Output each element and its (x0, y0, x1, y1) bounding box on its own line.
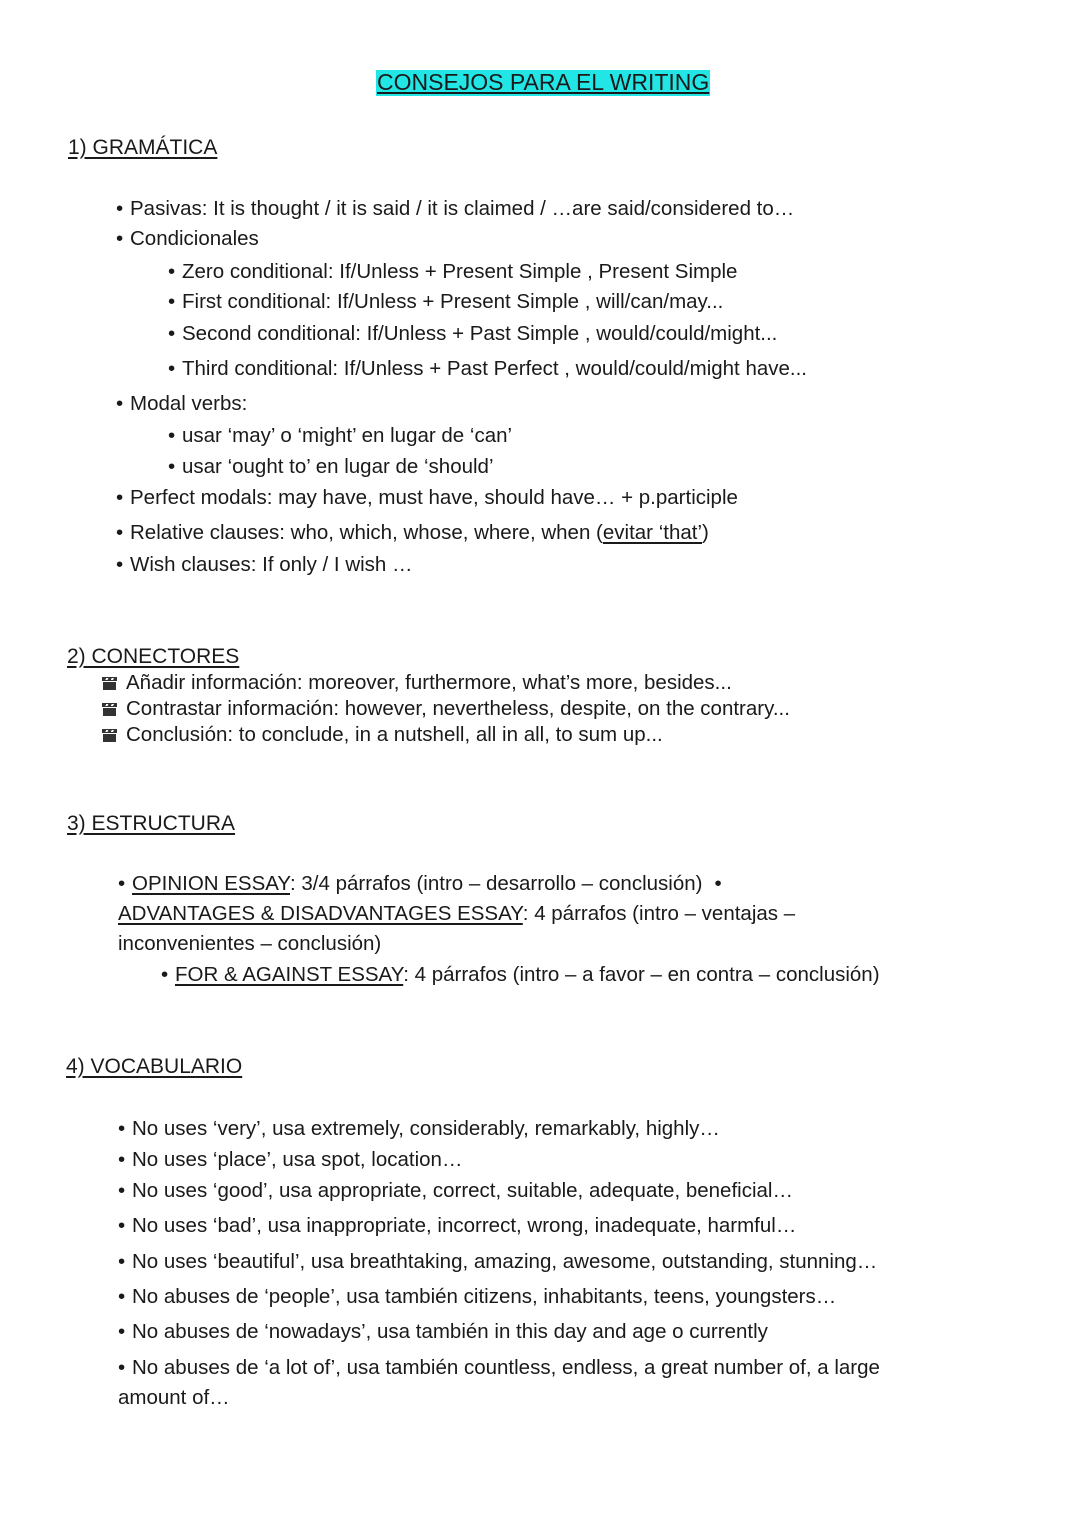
list-item-modal-may (168, 426, 512, 447)
list-item-text: Second conditional: If/Unless + Past Simple , would/could/might... (182, 322, 778, 345)
essay-type-label: FOR & AGAINST ESSAY (175, 963, 404, 986)
list-item-text-end: ) (702, 521, 709, 544)
list-item-pasivas (116, 199, 794, 220)
bullet-icon: • (168, 455, 176, 478)
bullet-icon: • (161, 963, 169, 986)
list-item-text: Perfect modals: may have, must have, should have… + p.participle (130, 486, 738, 509)
section-heading-conectores: 2) CONECTORES (67, 645, 240, 668)
list-item-good (118, 1181, 793, 1202)
list-item-text: No uses ‘place’, usa spot, location… (132, 1148, 463, 1171)
list-item-a-lot-of-cont: amount of… (118, 1386, 230, 1409)
bullet-icon: • (116, 553, 124, 576)
list-item-text: No uses ‘bad’, usa inappropriate, incorrect, wrong, inadequate, harmful… (132, 1214, 797, 1237)
bullet-icon: • (714, 872, 722, 895)
list-item-zero-conditional (168, 262, 737, 283)
list-item-second-conditional (168, 324, 777, 345)
list-item-nowadays (118, 1322, 768, 1343)
list-item-text: No uses ‘very’, usa extremely, considerably, remarkably, highly… (132, 1117, 720, 1140)
essay-type-label: ADVANTAGES & DISADVANTAGES ESSAY (118, 902, 523, 925)
list-item-text: Condicionales (130, 227, 259, 250)
list-item-text: Modal verbs: (130, 392, 248, 415)
essay-type-label: OPINION ESSAY (132, 872, 290, 895)
list-item-text: No uses ‘beautiful’, usa breathtaking, amazing, awesome, outstanding, stunning… (132, 1250, 878, 1273)
bullet-icon: • (168, 357, 176, 380)
bullet-icon: • (116, 486, 124, 509)
section-heading-gramatica: 1) GRAMÁTICA (68, 136, 218, 159)
list-item-contrastar (102, 699, 790, 720)
list-item-first-conditional (168, 292, 723, 313)
list-item-text: Relative clauses: who, which, whose, where, when ( (130, 521, 603, 544)
bullet-icon: • (116, 392, 124, 415)
list-item-third-conditional (168, 359, 807, 380)
list-item-text: usar ‘may’ o ‘might’ en lugar de ‘can’ (182, 424, 513, 447)
list-item-text: No uses ‘good’, usa appropriate, correct, suitable, adequate, beneficial… (132, 1179, 793, 1202)
bullet-icon: • (118, 1356, 126, 1379)
list-item-text: : 4 párrafos (intro – ventajas – (522, 902, 796, 925)
list-item-text: Conclusión: to conclude, in a nutshell, all in all, to sum up... (126, 723, 663, 746)
bullet-icon: • (118, 872, 126, 895)
list-item-anadir (102, 673, 732, 694)
clapperboard-icon (102, 677, 117, 690)
bullet-icon: • (118, 1214, 126, 1237)
bullet-icon: • (116, 227, 124, 250)
list-item-text: : 3/4 párrafos (intro – desarrollo – conclusión) (289, 872, 703, 895)
list-item-text: Zero conditional: If/Unless + Present Simple , Present Simple (182, 260, 738, 283)
underlined-note: evitar ‘that’ (602, 521, 703, 544)
list-item-conclusion (102, 725, 663, 746)
list-item-text: Wish clauses: If only / I wish … (130, 553, 413, 576)
list-item-text: Pasivas: It is thought / it is said / it is claimed / …are said/considered to… (130, 197, 795, 220)
bullet-icon: • (118, 1250, 126, 1273)
list-item-text: usar ‘ought to’ en lugar de ‘should’ (182, 455, 494, 478)
section-heading-estructura: 3) ESTRUCTURA (67, 812, 236, 835)
list-item-wish-clauses (116, 555, 413, 576)
bullet-icon: • (168, 290, 176, 313)
list-item-advantages-essay-cont: inconvenientes – conclusión) (118, 932, 382, 955)
bullet-icon: • (118, 1285, 126, 1308)
list-item-modal-ought (168, 457, 494, 478)
clapperboard-icon (102, 729, 117, 742)
list-item-text: Contrastar información: however, nevertheless, despite, on the contrary... (126, 697, 790, 720)
list-item-modal-verbs (116, 394, 247, 415)
bullet-icon: • (118, 1148, 126, 1171)
bullet-icon: • (116, 197, 124, 220)
bullet-icon: • (168, 322, 176, 345)
list-item-opinion-essay (118, 874, 722, 895)
bullet-icon: • (168, 424, 176, 447)
list-item-text: No abuses de ‘nowadays’, usa también in this day and age o currently (132, 1320, 768, 1343)
list-item-beautiful (118, 1252, 877, 1273)
list-item-relative-clauses (116, 523, 709, 544)
list-item-a-lot-of (118, 1358, 880, 1379)
list-item-condicionales (116, 229, 259, 250)
list-item-advantages-essay (118, 904, 795, 925)
bullet-icon: • (118, 1320, 126, 1343)
page-title: CONSEJOS PARA EL WRITING (377, 69, 710, 95)
clapperboard-icon (102, 703, 117, 716)
list-item-text: No abuses de ‘a lot of’, usa también countless, endless, a great number of, a large (132, 1356, 880, 1379)
list-item-place (118, 1150, 462, 1171)
list-item-text: : 4 párrafos (intro – a favor – en contra – conclusión) (403, 963, 880, 986)
section-heading-vocabulario: 4) VOCABULARIO (66, 1055, 243, 1078)
bullet-icon: • (116, 521, 124, 544)
bullet-icon: • (118, 1179, 126, 1202)
list-item-very (118, 1119, 720, 1140)
list-item-text: First conditional: If/Unless + Present Simple , will/can/may... (182, 290, 724, 313)
list-item-bad (118, 1216, 796, 1237)
list-item-text: Añadir información: moreover, furthermore, what’s more, besides... (126, 671, 732, 694)
bullet-icon: • (168, 260, 176, 283)
list-item-for-against-essay (161, 965, 880, 986)
list-item-people (118, 1287, 836, 1308)
list-item-perfect-modals (116, 488, 738, 509)
list-item-text: Third conditional: If/Unless + Past Perfect , would/could/might have... (182, 357, 807, 380)
list-item-text: No abuses de ‘people’, usa también citizens, inhabitants, teens, youngsters… (132, 1285, 837, 1308)
bullet-icon: • (118, 1117, 126, 1140)
